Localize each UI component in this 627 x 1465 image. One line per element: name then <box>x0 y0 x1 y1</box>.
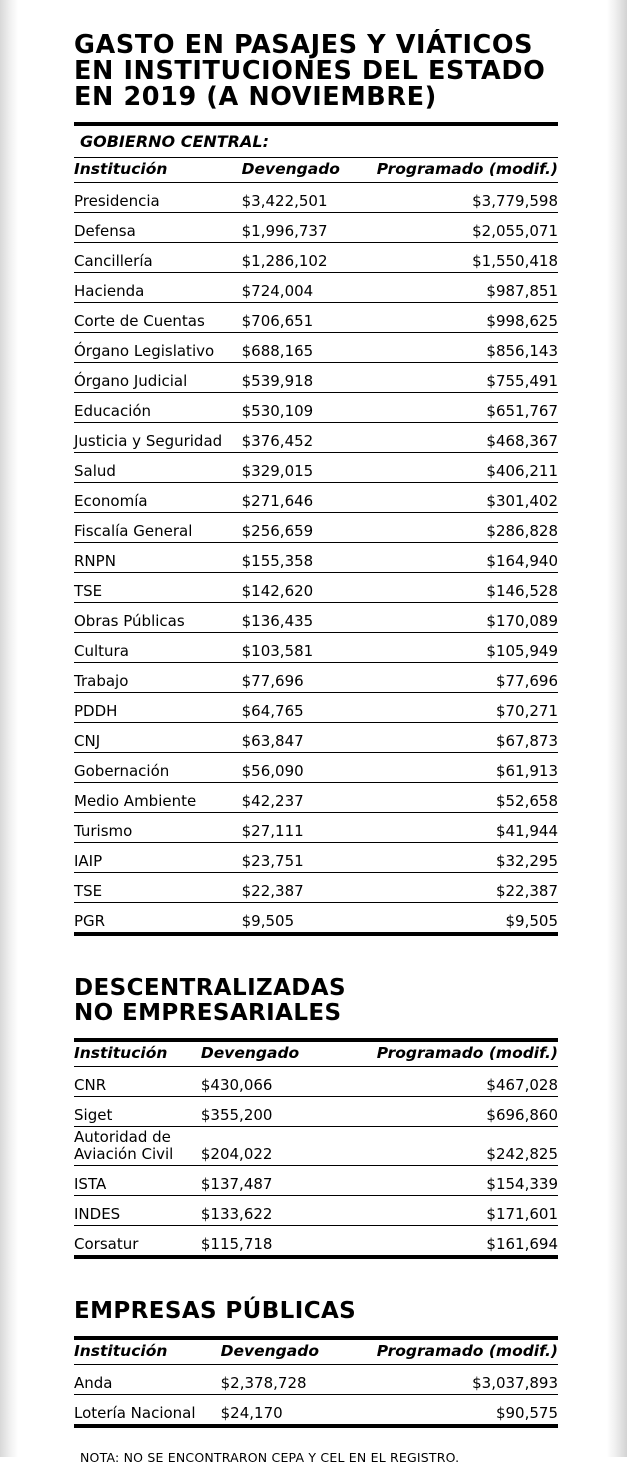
table-header-row <box>74 1340 558 1365</box>
content-column <box>74 0 558 1465</box>
cell-programado: $146,528 <box>353 573 558 603</box>
col-header-institution: Institución <box>74 158 242 183</box>
table-gobierno-central <box>74 122 558 936</box>
table-row <box>74 663 558 693</box>
cell-devengado: $355,200 <box>201 1097 327 1127</box>
footnote: NOTA: NO SE ENCONTRARON CEPA Y CEL EN EL REGISTRO. <box>80 1450 460 1465</box>
table-row <box>74 1226 558 1256</box>
cell-programado: $651,767 <box>353 393 558 423</box>
cell-devengado: $1,286,102 <box>242 243 353 273</box>
cell-programado: $755,491 <box>353 363 558 393</box>
spacer <box>74 936 558 976</box>
cell-institution-line-2: Aviación Civil <box>74 1145 174 1163</box>
cell-devengado: $77,696 <box>242 663 353 693</box>
table-row <box>74 303 558 333</box>
cell-institution: Lotería Nacional <box>74 1404 196 1422</box>
table-row <box>74 453 558 483</box>
subhead-gobierno-central: GOBIERNO CENTRAL: <box>74 126 558 158</box>
table-row <box>74 1097 558 1127</box>
section-title-empresas <box>74 1299 558 1324</box>
table-row <box>74 1127 558 1166</box>
table-header-row <box>74 158 558 183</box>
cell-institution: Medio Ambiente <box>74 783 242 813</box>
cell-devengado: $329,015 <box>242 453 353 483</box>
cell-institution: Siget <box>74 1097 201 1127</box>
cell-devengado: $1,996,737 <box>242 213 353 243</box>
table-row <box>74 723 558 753</box>
cell-devengado: $64,765 <box>242 693 353 723</box>
spacer <box>74 1428 558 1450</box>
cell-institution: Presidencia <box>74 183 242 213</box>
spacer <box>74 1259 558 1299</box>
table-row <box>74 873 558 903</box>
cell-programado: $164,940 <box>353 543 558 573</box>
cell-devengado: $56,090 <box>242 753 353 783</box>
col-header-devengado: Devengado <box>221 1340 340 1365</box>
cell-programado: $171,601 <box>326 1196 558 1226</box>
cell-institution: Hacienda <box>74 273 242 303</box>
cell-programado: $41,944 <box>353 813 558 843</box>
cell-programado: $2,055,071 <box>353 213 558 243</box>
cell-devengado: $142,620 <box>242 573 353 603</box>
cell-programado: $1,550,418 <box>353 243 558 273</box>
cell-programado: $468,367 <box>353 423 558 453</box>
section-title-line-2: NO EMPRESARIALES <box>74 1000 342 1026</box>
cell-devengado: $271,646 <box>242 483 353 513</box>
table-row <box>74 273 558 303</box>
page-right-shadow <box>607 0 627 1457</box>
table-header-empresas <box>74 1340 558 1365</box>
cell-devengado: $256,659 <box>242 513 353 543</box>
data-table-empresas <box>74 1340 558 1424</box>
cell-institution: PGR <box>74 912 106 930</box>
table-row <box>74 363 558 393</box>
col-header-institution: Institución <box>74 1340 221 1365</box>
table-row <box>74 1067 558 1097</box>
table-row <box>74 183 558 213</box>
table-descentralizadas <box>74 1038 558 1259</box>
table-row <box>74 213 558 243</box>
cell-institution: Justicia y Seguridad <box>74 423 242 453</box>
table-header-descentralizadas <box>74 1042 558 1067</box>
cell-institution: Corsatur <box>74 1235 139 1253</box>
cell-programado: $406,211 <box>353 453 558 483</box>
cell-programado: $161,694 <box>486 1235 558 1253</box>
page-title-line-3: EN 2019 (A NOVIEMBRE) <box>74 82 437 112</box>
cell-devengado: $724,004 <box>242 273 353 303</box>
col-header-programado: Programado (modif.) <box>353 158 558 183</box>
cell-institution: Corte de Cuentas <box>74 303 242 333</box>
page-title-line-2: EN INSTITUCIONES DEL ESTADO <box>74 56 546 86</box>
table-row <box>74 693 558 723</box>
cell-institution: CNJ <box>74 723 242 753</box>
cell-devengado: $539,918 <box>242 363 353 393</box>
cell-devengado: $137,487 <box>201 1166 327 1196</box>
cell-devengado: $23,751 <box>242 843 353 873</box>
cell-programado: $696,860 <box>326 1097 558 1127</box>
cell-devengado: $155,358 <box>242 543 353 573</box>
cell-institution-line-1: Autoridad de <box>74 1128 171 1146</box>
cell-institution: Cultura <box>74 633 242 663</box>
col-header-devengado: Devengado <box>201 1042 327 1067</box>
cell-institution: Cancillería <box>74 243 242 273</box>
table-row <box>74 393 558 423</box>
cell-programado: $301,402 <box>353 483 558 513</box>
cell-programado: $32,295 <box>353 843 558 873</box>
section-title-line-1: EMPRESAS PÚBLICAS <box>74 1298 357 1324</box>
page-title <box>74 0 558 110</box>
cell-devengado: $22,387 <box>242 873 353 903</box>
cell-programado: $286,828 <box>353 513 558 543</box>
table-row <box>74 1395 558 1425</box>
cell-programado: $154,339 <box>326 1166 558 1196</box>
cell-devengado: $136,435 <box>242 603 353 633</box>
table-body-descentralizadas <box>74 1067 558 1256</box>
cell-devengado: $688,165 <box>242 333 353 363</box>
data-table-descentralizadas <box>74 1042 558 1255</box>
cell-devengado: $27,111 <box>242 813 353 843</box>
cell-institution: Fiscalía General <box>74 513 242 543</box>
cell-devengado: $115,718 <box>200 1235 273 1253</box>
table-row <box>74 753 558 783</box>
cell-institution: Trabajo <box>74 663 242 693</box>
cell-devengado: $63,847 <box>242 723 353 753</box>
cell-institution: Educación <box>74 393 242 423</box>
table-row <box>74 243 558 273</box>
cell-devengado: $376,452 <box>242 423 353 453</box>
cell-institution: CNR <box>74 1067 201 1097</box>
cell-programado: $987,851 <box>353 273 558 303</box>
table-header-central <box>74 158 558 183</box>
cell-devengado: $9,505 <box>241 912 295 930</box>
cell-programado: $242,825 <box>326 1127 558 1166</box>
spacer <box>74 1324 558 1336</box>
cell-programado: $856,143 <box>353 333 558 363</box>
cell-institution: RNPN <box>74 543 242 573</box>
cell-programado: $67,873 <box>353 723 558 753</box>
cell-programado: $3,037,893 <box>339 1365 558 1395</box>
cell-institution: Defensa <box>74 213 242 243</box>
cell-institution: Economía <box>74 483 242 513</box>
section-title-line-1: DESCENTRALIZADAS <box>74 975 346 1001</box>
table-row <box>74 813 558 843</box>
cell-institution: IAIP <box>74 843 242 873</box>
table-row <box>74 843 558 873</box>
col-header-programado: Programado (modif.) <box>326 1042 558 1067</box>
table-row <box>74 483 558 513</box>
cell-institution: TSE <box>74 573 242 603</box>
cell-institution: Gobernación <box>74 753 242 783</box>
table-row <box>74 1365 558 1395</box>
col-header-devengado: Devengado <box>242 158 353 183</box>
table-row <box>74 1196 558 1226</box>
cell-programado: $22,387 <box>353 873 558 903</box>
table-row <box>74 333 558 363</box>
cell-programado: $9,505 <box>505 912 558 930</box>
table-row <box>74 603 558 633</box>
cell-institution: Obras Públicas <box>74 603 242 633</box>
page-title-line-1: GASTO EN PASAJES Y VIÁTICOS <box>74 30 534 60</box>
col-header-programado: Programado (modif.) <box>339 1340 558 1365</box>
cell-institution: Turismo <box>74 813 242 843</box>
section-title-descentralizadas <box>74 976 558 1026</box>
cell-institution: ISTA <box>74 1166 201 1196</box>
cell-institution: Salud <box>74 453 242 483</box>
cell-programado: $170,089 <box>353 603 558 633</box>
table-row <box>74 903 558 933</box>
table-row <box>74 423 558 453</box>
cell-programado: $90,575 <box>495 1404 558 1422</box>
table-row <box>74 513 558 543</box>
cell-devengado: $24,170 <box>220 1404 283 1422</box>
cell-institution: Anda <box>74 1365 221 1395</box>
cell-programado: $998,625 <box>353 303 558 333</box>
col-header-institution: Institución <box>74 1042 201 1067</box>
cell-devengado: $706,651 <box>242 303 353 333</box>
cell-institution: INDES <box>74 1196 201 1226</box>
table-row <box>74 633 558 663</box>
cell-devengado: $3,422,501 <box>242 183 353 213</box>
cell-devengado: $2,378,728 <box>221 1365 340 1395</box>
cell-institution: PDDH <box>74 693 242 723</box>
cell-devengado: $42,237 <box>242 783 353 813</box>
table-header-row <box>74 1042 558 1067</box>
cell-devengado: $204,022 <box>201 1127 327 1166</box>
table-row <box>74 573 558 603</box>
table-row <box>74 783 558 813</box>
table-row <box>74 1166 558 1196</box>
cell-institution: TSE <box>74 873 242 903</box>
cell-devengado: $133,622 <box>201 1196 327 1226</box>
cell-institution <box>74 1127 201 1166</box>
page-left-shadow <box>0 0 18 1457</box>
cell-programado: $105,949 <box>353 633 558 663</box>
cell-devengado: $430,066 <box>201 1067 327 1097</box>
cell-programado: $61,913 <box>353 753 558 783</box>
table-empresas <box>74 1336 558 1428</box>
cell-programado: $70,271 <box>353 693 558 723</box>
table-row <box>74 543 558 573</box>
cell-devengado: $103,581 <box>242 633 353 663</box>
cell-programado: $52,658 <box>353 783 558 813</box>
table-body-central <box>74 183 558 933</box>
cell-devengado: $530,109 <box>242 393 353 423</box>
spacer <box>74 1026 558 1038</box>
data-table-central <box>74 158 558 932</box>
table-body-empresas <box>74 1365 558 1425</box>
cell-programado: $77,696 <box>353 663 558 693</box>
cell-institution: Órgano Legislativo <box>74 333 242 363</box>
cell-institution: Órgano Judicial <box>74 363 242 393</box>
cell-programado: $467,028 <box>326 1067 558 1097</box>
cell-programado: $3,779,598 <box>353 183 558 213</box>
